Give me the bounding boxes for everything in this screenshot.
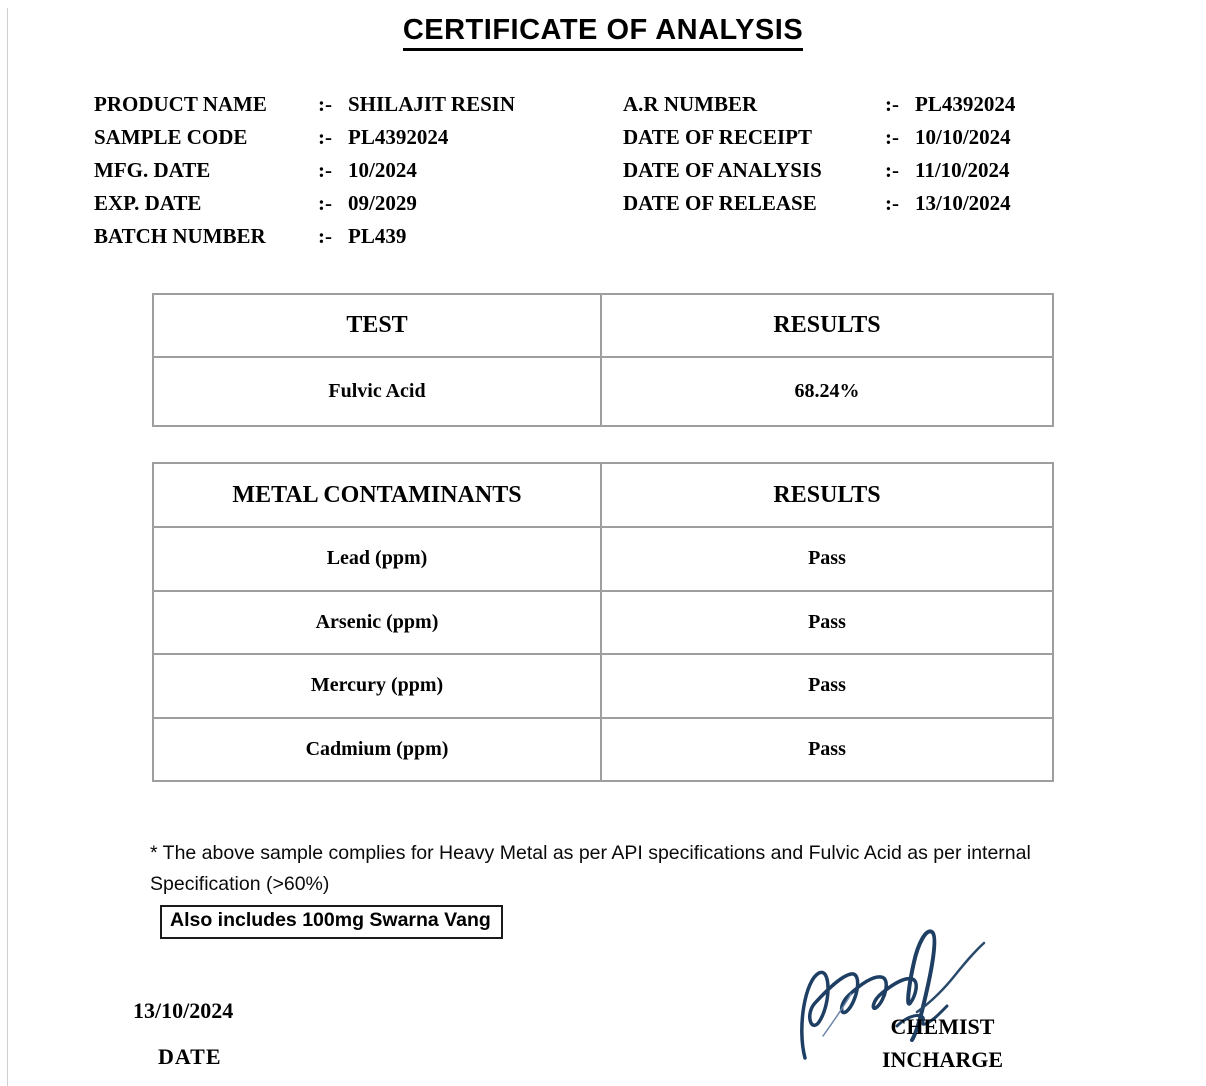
info-separator: :- (885, 125, 899, 149)
info-separator: :- (885, 158, 899, 182)
info-label: A.R NUMBER (623, 92, 758, 116)
info-value: 13/10/2024 (915, 191, 1011, 215)
test-result-cell: 68.24% (601, 357, 1053, 426)
date-label: DATE (158, 1044, 222, 1069)
compliance-footnote: * The above sample complies for Heavy Metal as per API specifications and Fulvic Acid as per internal Specification (>60%) (150, 842, 1031, 895)
info-label: PRODUCT NAME (94, 92, 267, 116)
info-row-ar-number (623, 88, 1015, 121)
info-row-batch-number (94, 220, 515, 253)
info-separator: :- (318, 125, 332, 149)
metal-result-cell: Pass (601, 527, 1053, 591)
info-value: PL4392024 (915, 92, 1016, 116)
info-row-product-name (94, 88, 515, 121)
metal-name-cell: Mercury (ppm) (153, 654, 601, 718)
test-results-table (152, 293, 1054, 427)
info-separator: :- (318, 191, 332, 215)
info-row-date-of-release (623, 187, 1015, 220)
table-row (153, 527, 1053, 591)
metal-name-cell: Arsenic (ppm) (153, 591, 601, 655)
info-value: 10/10/2024 (915, 125, 1011, 149)
info-separator: :- (885, 92, 899, 116)
info-label: DATE OF RECEIPT (623, 125, 813, 149)
signer-title-block (855, 1010, 1030, 1076)
metal-name-cell: Lead (ppm) (153, 527, 601, 591)
table-row (153, 357, 1053, 426)
release-date-value: 13/10/2024 (133, 998, 234, 1023)
signer-title-line2: INCHARGE (881, 1047, 1003, 1072)
info-row-date-of-receipt (623, 121, 1015, 154)
info-label: DATE OF ANALYSIS (623, 158, 822, 182)
column-header-metal-contaminants: METAL CONTAMINANTS (153, 463, 601, 527)
info-label: BATCH NUMBER (94, 224, 266, 248)
column-header-test: TEST (153, 294, 601, 357)
info-value: SHILAJIT RESIN (348, 92, 516, 116)
info-value: 09/2029 (348, 191, 417, 215)
info-separator: :- (885, 191, 899, 215)
info-label: DATE OF RELEASE (623, 191, 817, 215)
info-value: PL439 (348, 224, 407, 248)
page-edge-line (7, 8, 8, 1086)
info-value: 11/10/2024 (915, 158, 1010, 182)
signer-title-line1: CHEMIST (890, 1014, 995, 1039)
info-row-date-of-analysis (623, 154, 1015, 187)
table-header-row (153, 294, 1053, 357)
table-row (153, 718, 1053, 782)
product-info-block (94, 88, 515, 253)
metal-contaminants-table (152, 462, 1054, 782)
title-container (0, 14, 1206, 51)
column-header-results: RESULTS (601, 294, 1053, 357)
table-row (153, 654, 1053, 718)
info-separator: :- (318, 158, 332, 182)
metal-result-cell: Pass (601, 654, 1053, 718)
page-title: CERTIFICATE OF ANALYSIS (403, 14, 803, 51)
table-header-row (153, 463, 1053, 527)
info-row-mfg-date (94, 154, 515, 187)
column-header-results: RESULTS (601, 463, 1053, 527)
test-name-cell: Fulvic Acid (153, 357, 601, 426)
info-separator: :- (318, 92, 332, 116)
info-value: 10/2024 (348, 158, 417, 182)
info-row-sample-code (94, 121, 515, 154)
info-label: SAMPLE CODE (94, 125, 248, 149)
info-separator: :- (318, 224, 332, 248)
analysis-info-block (623, 88, 1015, 220)
metal-result-cell: Pass (601, 718, 1053, 782)
info-value: PL4392024 (348, 125, 449, 149)
metal-name-cell: Cadmium (ppm) (153, 718, 601, 782)
table-row (153, 591, 1053, 655)
metal-result-cell: Pass (601, 591, 1053, 655)
info-row-exp-date (94, 187, 515, 220)
swarna-vang-note: Also includes 100mg Swarna Vang (160, 905, 503, 939)
info-label: EXP. DATE (94, 191, 202, 215)
info-label: MFG. DATE (94, 158, 211, 182)
